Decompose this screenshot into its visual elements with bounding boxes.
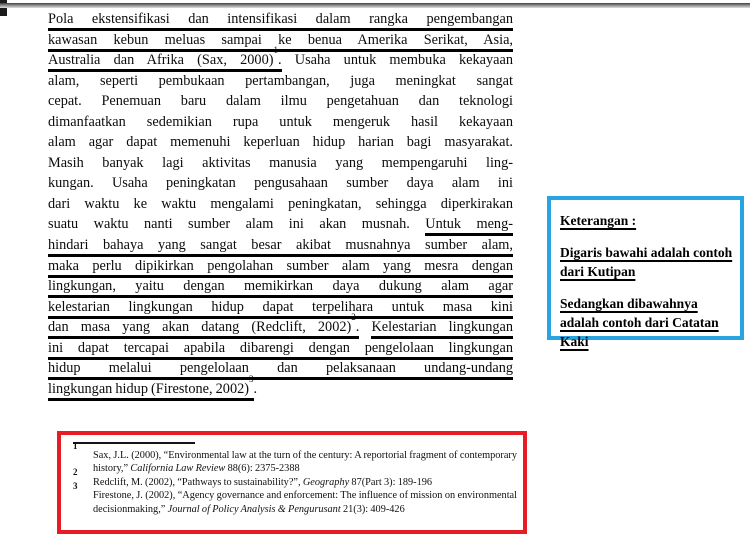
text-line	[48, 312, 513, 338]
footnote-reference-superscript: 1	[273, 45, 278, 56]
underlined-text: Pola ekstensifikasi dan intensifikasi dalam rangka pengembangan	[48, 11, 513, 31]
footnote-citation-text: Sax, J.L. (2000), “Environmental law at the turn of the century: A reportorial fragment of contemporary history,”	[93, 450, 517, 475]
document-body	[48, 9, 513, 399]
legend-item-catatan-kaki: Sedangkan dibawahnya adalah contoh dari Catatan Kaki	[560, 296, 719, 349]
footnote-pages-text: 87(Part 3): 189-196	[349, 476, 433, 488]
footnote-text	[93, 489, 517, 516]
plain-text: cepat. Penemuan baru dalam ilmu pengetahuan dan teknologi	[48, 93, 513, 110]
footnote-reference-superscript: 3	[249, 374, 254, 385]
text-line	[48, 9, 513, 30]
legend-box	[547, 196, 744, 349]
footnote-list	[73, 440, 517, 516]
underlined-text: kelestarian lingkungan hidup dapat terpelihara untuk masa kini	[48, 299, 513, 319]
underlined-text: kawasan kebun meluas sampai ke benua Amerika Serikat, Asia,	[48, 32, 513, 52]
underlined-text: .	[278, 52, 282, 72]
underlined-text: Kelestarian lingkungan	[371, 319, 513, 339]
footnote-entry	[73, 440, 517, 476]
text-line	[48, 91, 513, 112]
underlined-text: hidup melalui pengelolaan dan pelaksanaan undang-undang	[48, 360, 513, 380]
footnote-citation-text: Firestone, J. (2002), “Agency governance and enforcement: The influence of mission on environmental decisionmaking,”	[93, 490, 517, 515]
plain-text: suatu waktu nanti sumber alam ini akan musnah.	[48, 216, 426, 233]
underlined-text: ini dapat tercapai apabila dibarengi dengan pengelolaan lingkungan	[48, 340, 513, 360]
footnote-number: 2	[73, 467, 78, 478]
text-line	[48, 338, 513, 359]
scan-top-edge-line	[0, 3, 750, 8]
text-line	[48, 173, 513, 194]
plain-text: dimanfaatkan sedemikian rupa untuk mengeruk hasil kekayaan	[48, 113, 513, 130]
footnote-text	[93, 476, 517, 489]
underlined-text: lingkungan hidup (Firestone, 2002)	[48, 381, 249, 401]
underlined-text: dan masa yang akan datang (Redclift, 2002)	[48, 319, 351, 339]
underlined-text: Untuk meng-	[425, 216, 513, 236]
footnote-number: 1	[73, 440, 78, 451]
underlined-text: Australia dan Afrika (Sax, 2000)	[48, 52, 273, 72]
footnote-pages-text: 21(3): 409-426	[340, 503, 405, 515]
text-line	[48, 276, 513, 297]
plain-text: Masih banyak lagi aktivitas manusia yang mempengaruhi ling-	[48, 154, 513, 171]
footnote-text	[93, 449, 517, 476]
text-line	[48, 297, 513, 318]
legend-title: Keterangan :	[560, 213, 637, 228]
text-line	[48, 132, 513, 153]
text-line	[48, 153, 513, 174]
underlined-text: lingkungan, yaitu dengan memikirkan daya dukung alam agar	[48, 278, 513, 298]
text-line	[48, 374, 513, 400]
text-line	[48, 235, 513, 256]
plain-text: alam agar dapat memenuhi keperluan hidup harian bagi masyarakat.	[48, 134, 513, 151]
footnote-citation-text: Redclift, M. (2002), “Pathways to sustainability?”,	[93, 476, 303, 488]
underlined-text: .	[356, 319, 360, 339]
underlined-text: maka perlu dipikirkan pengolahan sumber alam yang mesra dengan	[48, 258, 513, 278]
footnote-pages-text: 88(6): 2375-2388	[225, 463, 300, 475]
plain-text: .	[253, 380, 258, 397]
footnote-box	[57, 431, 527, 534]
legend-item-kutipan: Digaris bawahi adalah contoh dari Kutipan	[560, 245, 733, 279]
text-line	[48, 45, 513, 71]
underlined-text: hindari bahaya yang sangat besar akibat musnahnya sumber alam,	[48, 237, 513, 257]
text-line	[48, 358, 513, 379]
footnote-journal-name: California Law Review	[130, 463, 226, 475]
plain-text	[359, 319, 371, 335]
footnote-journal-name: Geography	[302, 476, 350, 488]
text-line	[48, 30, 513, 51]
footnote-separator-line	[73, 442, 195, 444]
plain-text: dari waktu ke waktu mengalami peningkatan, sehingga diperkirakan	[48, 195, 513, 212]
text-line	[48, 71, 513, 92]
plain-text: Usaha untuk membuka kekayaan	[281, 52, 513, 69]
text-line	[48, 194, 513, 215]
text-line	[48, 112, 513, 133]
plain-text: alam, seperti pembukaan pertambangan, juga meningkat sangat	[48, 72, 513, 89]
text-line	[48, 214, 513, 235]
footnote-journal-name: Journal of Policy Analysis & Pengurusant	[167, 503, 341, 515]
plain-text: kungan. Usaha peningkatan pengusahaan sumber daya alam ini	[48, 175, 513, 192]
footnote-reference-superscript: 2	[351, 312, 356, 323]
text-line	[48, 256, 513, 277]
footnote-number: 3	[73, 480, 78, 491]
